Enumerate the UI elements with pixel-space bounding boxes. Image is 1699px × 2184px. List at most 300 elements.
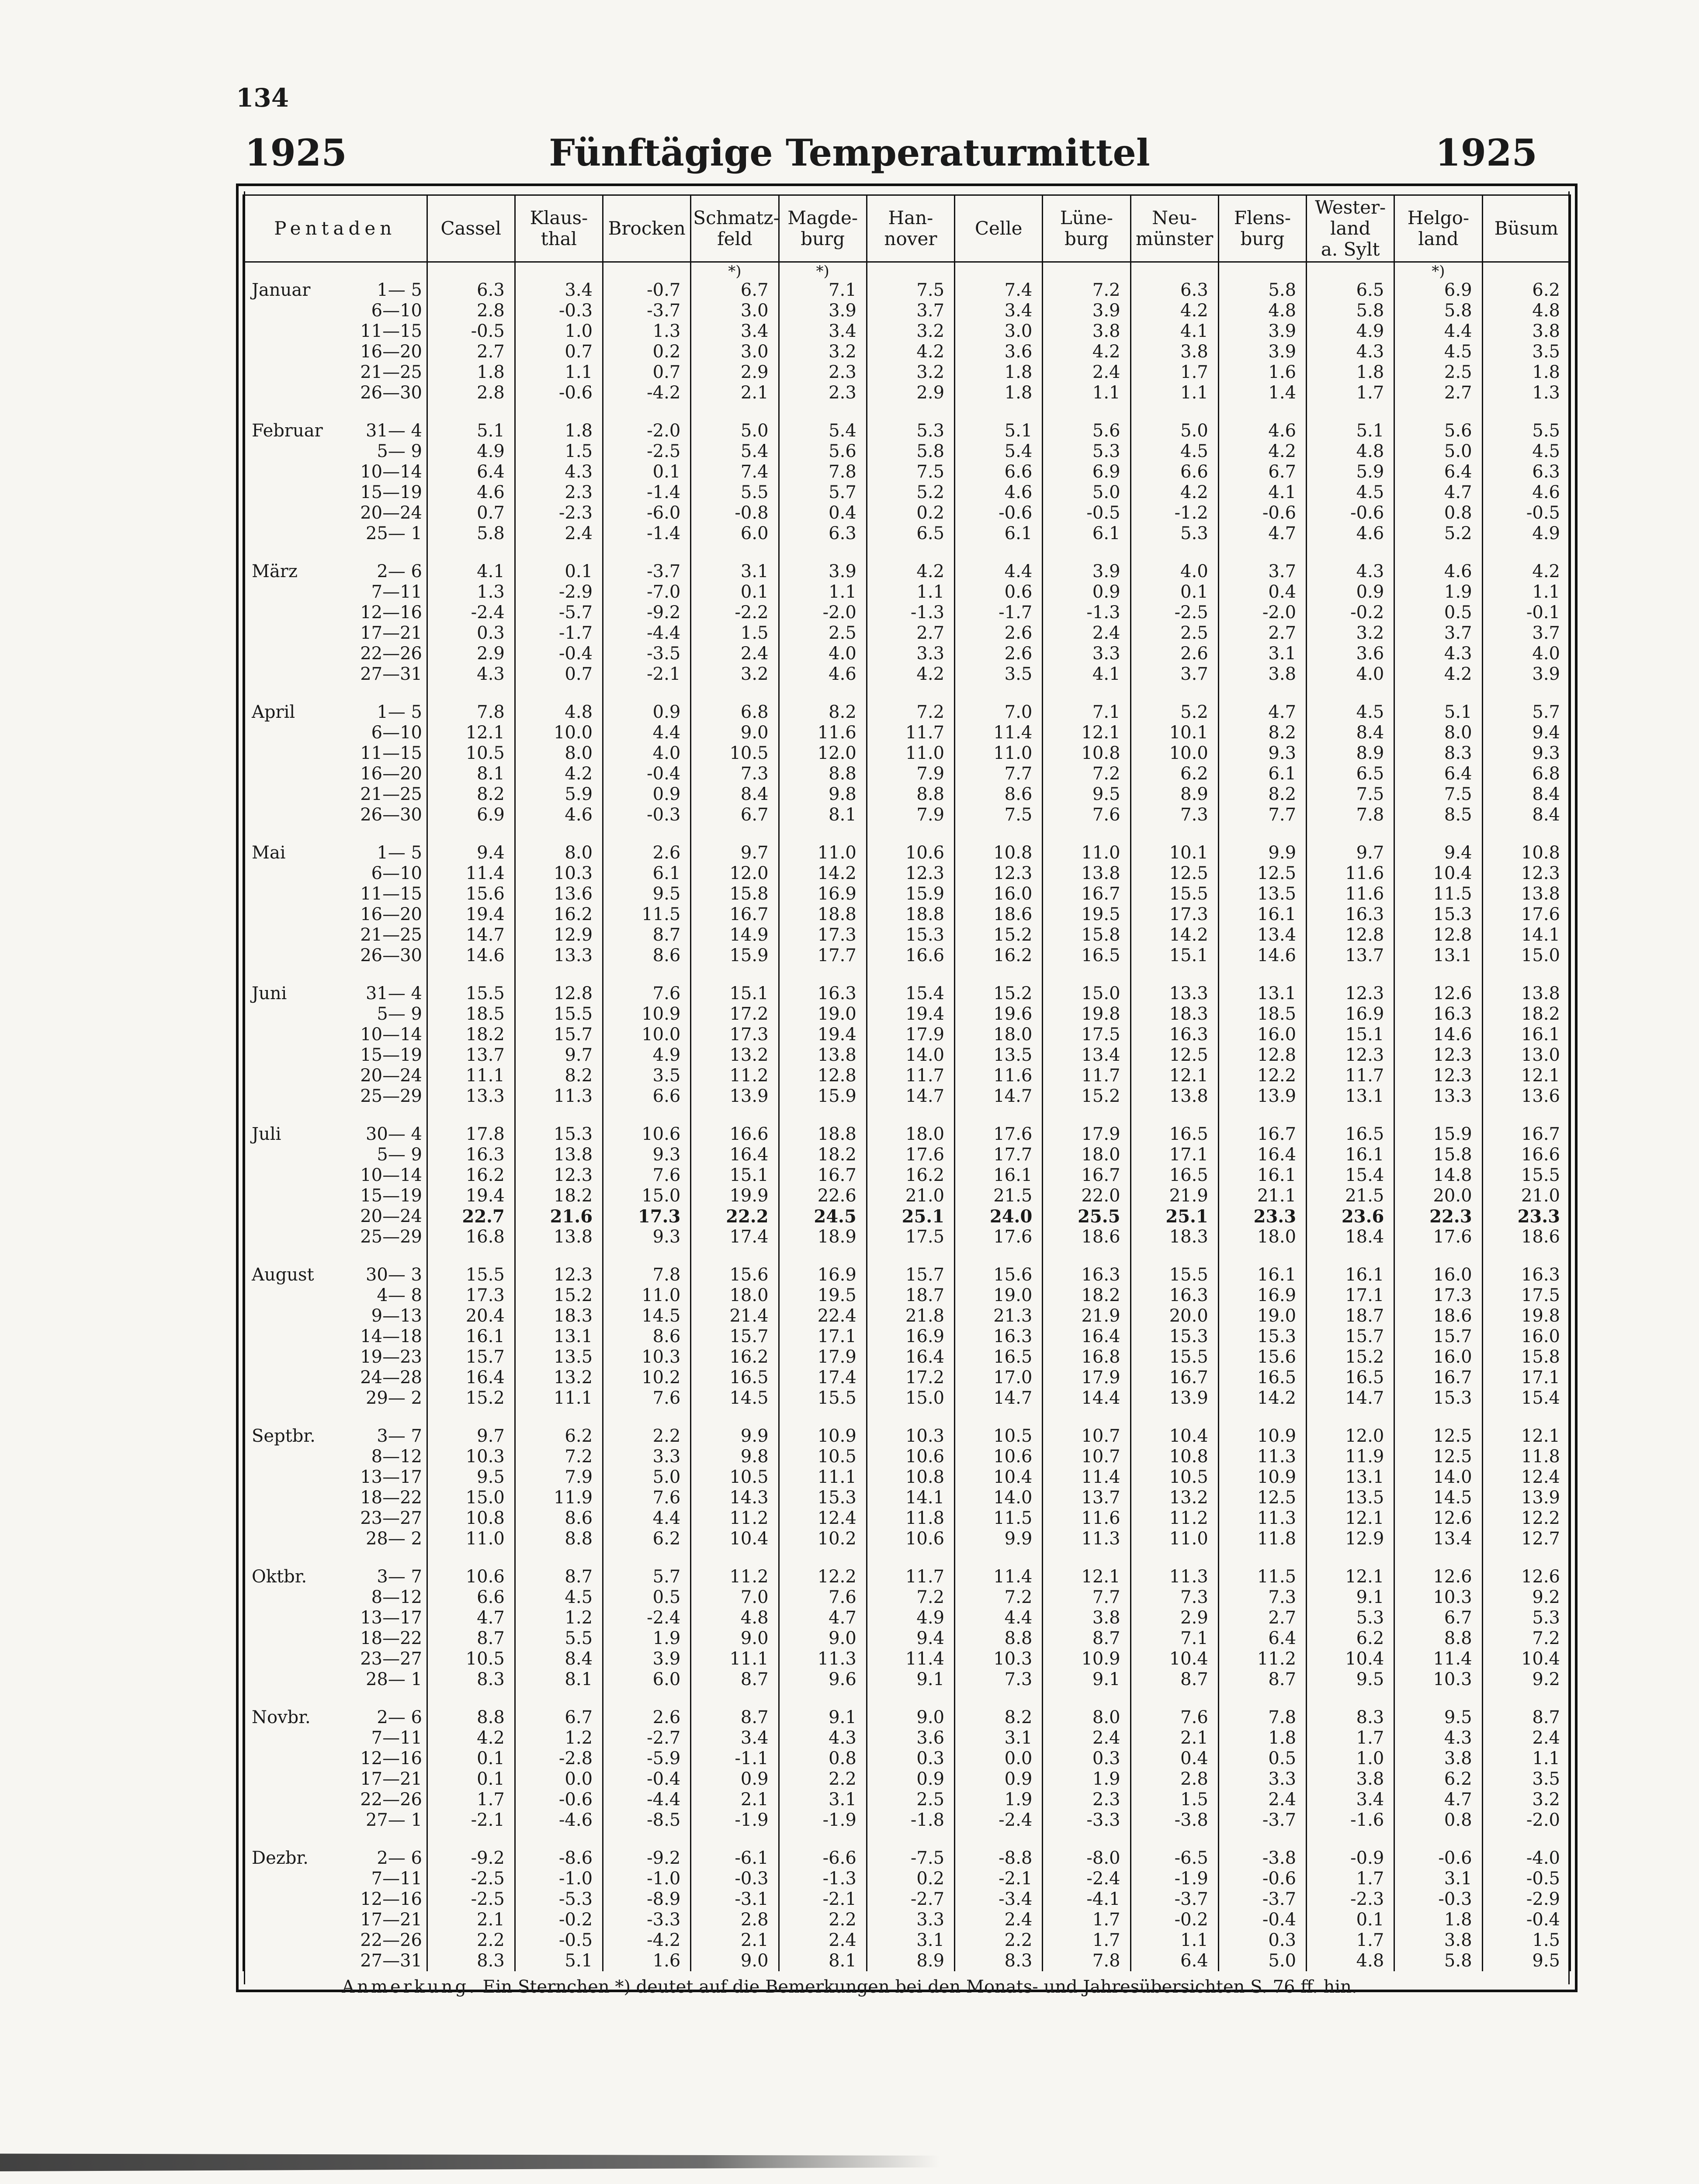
pentade-range: 5— 9 [377, 1145, 422, 1165]
temperature-value: 10.0 [603, 1025, 691, 1045]
column-header-station: Schmatz- feld [691, 195, 779, 262]
temperature-value: 13.6 [1482, 1086, 1570, 1107]
temperature-value: -2.7 [603, 1728, 691, 1748]
temperature-value: 5.4 [955, 441, 1043, 462]
temperature-value: 20.4 [427, 1306, 515, 1326]
temperature-value: 4.2 [867, 664, 954, 685]
temperature-value: 4.1 [1130, 321, 1218, 342]
table-row [243, 1306, 1571, 1326]
temperature-value: 2.4 [691, 644, 779, 664]
temperature-value: 2.1 [1130, 1728, 1218, 1748]
temperature-value: 5.3 [1130, 523, 1218, 544]
temperature-value: 22.0 [1043, 1186, 1130, 1206]
temperature-value: 12.4 [779, 1508, 867, 1529]
pentade-label [243, 1707, 427, 1728]
pentade-range: 26—30 [360, 383, 422, 403]
temperature-value: 15.7 [1394, 1326, 1482, 1347]
table-row [243, 784, 1571, 805]
pentade-label [243, 1869, 427, 1889]
temperature-value: 6.9 [1394, 280, 1482, 301]
pentade-label [243, 582, 427, 602]
temperature-value: -2.0 [779, 602, 867, 623]
temperature-value: 9.0 [691, 1628, 779, 1649]
temperature-value: 7.9 [515, 1467, 603, 1488]
temperature-value: 3.1 [1218, 644, 1306, 664]
temperature-value: -5.7 [515, 602, 603, 623]
temperature-value: 14.7 [1307, 1388, 1394, 1409]
temperature-value: 4.0 [1482, 644, 1570, 664]
footnote-marker: *) [1394, 262, 1482, 280]
temperature-value: 2.4 [515, 523, 603, 544]
pentade-range: 16—20 [360, 764, 422, 784]
temperature-value: 8.8 [955, 1628, 1043, 1649]
month-name: Septbr. [252, 1426, 316, 1446]
temperature-value: 19.5 [1043, 904, 1130, 925]
temperature-value: 2.9 [427, 644, 515, 664]
temperature-value: 1.9 [1394, 582, 1482, 602]
footnote-marker: *) [779, 262, 867, 280]
pentade-range: 10—14 [360, 1025, 422, 1045]
temperature-value: 12.5 [1218, 863, 1306, 884]
temperature-value: -2.4 [603, 1608, 691, 1628]
pentade-range: 15—19 [360, 482, 422, 502]
pentade-range: 8—12 [371, 1587, 422, 1607]
temperature-value: 18.2 [515, 1186, 603, 1206]
temperature-value: 11.1 [515, 1388, 603, 1409]
temperature-value: 1.3 [603, 321, 691, 342]
temperature-value: 16.3 [1130, 1025, 1218, 1045]
temperature-value: 2.1 [691, 1930, 779, 1951]
temperature-value: 13.7 [1043, 1488, 1130, 1508]
pentade-range: 17—21 [360, 623, 422, 643]
temperature-value: 8.4 [1482, 784, 1570, 805]
temperature-value: 6.3 [1130, 280, 1218, 301]
temperature-value: 1.8 [1218, 1728, 1306, 1748]
temperature-value: -0.6 [515, 383, 603, 403]
pentade-label [243, 1951, 427, 1971]
temperature-value: 16.4 [867, 1347, 954, 1367]
temperature-value: 13.8 [515, 1227, 603, 1247]
pentade-range: 13—17 [360, 1467, 422, 1487]
temperature-value: 3.4 [515, 280, 603, 301]
temperature-value: 3.9 [603, 1649, 691, 1669]
footnote-marker [427, 262, 515, 280]
temperature-value: 14.5 [603, 1306, 691, 1326]
temperature-value: -6.6 [779, 1848, 867, 1869]
temperature-value: 0.9 [603, 702, 691, 723]
temperature-value: 16.2 [515, 904, 603, 925]
temperature-value: 11.1 [779, 1467, 867, 1488]
temperature-value: 3.9 [1482, 664, 1570, 685]
pentade-label [243, 843, 427, 863]
temperature-value: 12.1 [1307, 1567, 1394, 1587]
table-row [243, 1426, 1571, 1447]
temperature-value: 6.2 [1482, 280, 1570, 301]
temperature-value: 4.7 [1218, 702, 1306, 723]
temperature-value: 3.0 [691, 342, 779, 362]
temperature-value: 13.0 [1482, 1045, 1570, 1066]
temperature-value: 18.2 [1482, 1004, 1570, 1025]
temperature-value: -3.7 [1218, 1889, 1306, 1910]
temperature-value: 4.8 [1482, 301, 1570, 321]
temperature-value: 10.5 [691, 1467, 779, 1488]
temperature-value: 6.9 [1043, 462, 1130, 482]
temperature-value: 16.1 [955, 1165, 1043, 1186]
temperature-value: 4.2 [1218, 441, 1306, 462]
pentade-range: 23—27 [360, 1508, 422, 1528]
temperature-value: 7.6 [603, 1388, 691, 1409]
temperature-value: 17.9 [1043, 1124, 1130, 1145]
pentade-range: 26—30 [360, 805, 422, 825]
temperature-value: 7.2 [867, 702, 954, 723]
pentade-label [243, 983, 427, 1004]
pentade-label [243, 362, 427, 383]
temperature-value: 6.4 [1394, 462, 1482, 482]
temperature-value: 11.3 [779, 1649, 867, 1669]
temperature-value: 9.9 [691, 1426, 779, 1447]
temperature-value: 10.0 [1130, 743, 1218, 764]
temperature-value: 6.1 [955, 523, 1043, 544]
temperature-value: 1.4 [1218, 383, 1306, 403]
temperature-value: 17.2 [691, 1004, 779, 1025]
temperature-value: 7.2 [1482, 1628, 1570, 1649]
temperature-value: -2.4 [427, 602, 515, 623]
temperature-value: 15.8 [1043, 925, 1130, 945]
temperature-value: 1.9 [603, 1628, 691, 1649]
temperature-value: 10.5 [427, 743, 515, 764]
temperature-value: 15.8 [1394, 1145, 1482, 1165]
temperature-value: 5.1 [1394, 702, 1482, 723]
temperature-value: 15.5 [779, 1388, 867, 1409]
temperature-value: -1.2 [1130, 503, 1218, 523]
temperature-value: 1.7 [1043, 1910, 1130, 1930]
temperature-value: 17.7 [779, 945, 867, 966]
table-row [243, 1165, 1571, 1186]
temperature-value: 16.9 [867, 1326, 954, 1347]
temperature-value: 25.1 [867, 1206, 954, 1227]
temperature-value: 11.6 [779, 723, 867, 743]
month-separator [243, 1247, 1571, 1265]
temperature-value: 17.6 [955, 1124, 1043, 1145]
pentade-range: 26—30 [360, 945, 422, 966]
temperature-value: -0.9 [1307, 1848, 1394, 1869]
temperature-value: -8.6 [515, 1848, 603, 1869]
temperature-value: 0.2 [603, 342, 691, 362]
temperature-value: 10.6 [867, 1447, 954, 1467]
temperature-value: 5.8 [867, 441, 954, 462]
temperature-value: 1.5 [515, 441, 603, 462]
temperature-value: 16.1 [427, 1326, 515, 1347]
temperature-value: 1.8 [427, 362, 515, 383]
temperature-value: 2.4 [955, 1910, 1043, 1930]
pentade-label [243, 743, 427, 764]
temperature-value: 15.6 [691, 1265, 779, 1285]
temperature-value: 20.0 [1394, 1186, 1482, 1206]
temperature-value: 8.3 [1394, 743, 1482, 764]
temperature-value: 18.3 [1130, 1004, 1218, 1025]
temperature-value: 0.9 [1307, 582, 1394, 602]
temperature-value: 11.7 [867, 723, 954, 743]
temperature-value: 19.4 [867, 1004, 954, 1025]
temperature-value: 9.3 [603, 1227, 691, 1247]
temperature-value: 6.4 [1130, 1951, 1218, 1971]
table-row [243, 301, 1571, 321]
temperature-value: 1.1 [1130, 1930, 1218, 1951]
pentade-label [243, 1124, 427, 1145]
temperature-value: 22.3 [1394, 1206, 1482, 1227]
temperature-value: 1.7 [1307, 1930, 1394, 1951]
temperature-value: 9.6 [779, 1669, 867, 1690]
temperature-value: 3.8 [1130, 342, 1218, 362]
temperature-value: 11.5 [603, 904, 691, 925]
temperature-value: 11.5 [1394, 884, 1482, 904]
temperature-value: 11.5 [955, 1508, 1043, 1529]
temperature-value: 12.1 [1043, 1567, 1130, 1587]
temperature-value: 3.8 [1394, 1930, 1482, 1951]
temperature-value: 4.7 [1218, 523, 1306, 544]
temperature-value: 11.0 [603, 1285, 691, 1306]
temperature-value: 18.0 [867, 1124, 954, 1145]
temperature-value: 11.2 [1130, 1508, 1218, 1529]
temperature-value: 1.9 [955, 1789, 1043, 1810]
pentade-range: 16—20 [360, 342, 422, 362]
page-number: 134 [236, 83, 289, 113]
temperature-value: -3.5 [603, 644, 691, 664]
temperature-value: 10.4 [1307, 1649, 1394, 1669]
temperature-value: 8.5 [1394, 805, 1482, 825]
temperature-value: 4.2 [1130, 301, 1218, 321]
pentade-label [243, 764, 427, 784]
temperature-value: 7.4 [691, 462, 779, 482]
temperature-value: 15.8 [691, 884, 779, 904]
temperature-value: 15.9 [779, 1086, 867, 1107]
temperature-value: 12.6 [1394, 983, 1482, 1004]
table-row [243, 1025, 1571, 1045]
temperature-value: 10.5 [955, 1426, 1043, 1447]
temperature-value: 16.7 [779, 1165, 867, 1186]
temperature-value: 13.7 [427, 1045, 515, 1066]
temperature-value: 7.3 [1218, 1587, 1306, 1608]
temperature-value: -5.9 [603, 1748, 691, 1769]
temperature-value: 1.0 [1307, 1748, 1394, 1769]
temperature-value: 5.1 [1307, 421, 1394, 441]
temperature-value: 0.9 [955, 1769, 1043, 1789]
temperature-value: 6.2 [1394, 1769, 1482, 1789]
pentade-label [243, 1848, 427, 1869]
temperature-value: 10.6 [867, 843, 954, 863]
temperature-value: 12.1 [1043, 723, 1130, 743]
temperature-value: -6.1 [691, 1848, 779, 1869]
pentade-range: 12—16 [360, 1889, 422, 1909]
temperature-value: -2.5 [603, 441, 691, 462]
temperature-value: -4.1 [1043, 1889, 1130, 1910]
temperature-value: 1.7 [427, 1789, 515, 1810]
temperature-value: 4.9 [427, 441, 515, 462]
temperature-value: 6.8 [1482, 764, 1570, 784]
temperature-value: 6.3 [1482, 462, 1570, 482]
temperature-value: 5.9 [515, 784, 603, 805]
temperature-value: 18.7 [867, 1285, 954, 1306]
temperature-value: 15.5 [427, 1265, 515, 1285]
temperature-value: 16.7 [1130, 1367, 1218, 1388]
temperature-value: 7.8 [779, 462, 867, 482]
temperature-value: -4.4 [603, 1789, 691, 1810]
temperature-value: 18.6 [1043, 1227, 1130, 1247]
temperature-value: 4.6 [515, 805, 603, 825]
temperature-value: 15.5 [1482, 1165, 1570, 1186]
temperature-value: 12.2 [1218, 1066, 1306, 1086]
temperature-value: 0.7 [515, 664, 603, 685]
pentade-range: 25—29 [360, 1227, 422, 1247]
pentade-label [243, 1789, 427, 1810]
temperature-value: 14.5 [1394, 1488, 1482, 1508]
temperature-value: 7.7 [1218, 805, 1306, 825]
temperature-value: 9.3 [1482, 743, 1570, 764]
temperature-value: 18.8 [779, 1124, 867, 1145]
table-row [243, 1728, 1571, 1748]
temperature-value: 1.7 [1307, 1869, 1394, 1889]
temperature-value: 15.3 [1394, 904, 1482, 925]
temperature-value: 1.5 [1130, 1789, 1218, 1810]
temperature-value: 10.9 [603, 1004, 691, 1025]
temperature-value: 12.3 [867, 863, 954, 884]
temperature-value: 16.1 [1307, 1145, 1394, 1165]
temperature-value: 10.4 [955, 1467, 1043, 1488]
temperature-value: 2.9 [867, 383, 954, 403]
temperature-value: 6.9 [427, 805, 515, 825]
pentade-range: 12—16 [360, 1748, 422, 1769]
temperature-value: 6.5 [1307, 764, 1394, 784]
temperature-value: 3.6 [1307, 644, 1394, 664]
pentade-range: 23—27 [360, 1649, 422, 1669]
temperature-value: 0.5 [1218, 1748, 1306, 1769]
temperature-value: 18.6 [955, 904, 1043, 925]
temperature-value: 10.4 [1482, 1649, 1570, 1669]
temperature-value: 19.4 [427, 1186, 515, 1206]
temperature-value: 7.6 [603, 1488, 691, 1508]
temperature-value: 7.8 [1307, 805, 1394, 825]
temperature-value: -1.6 [1307, 1810, 1394, 1831]
pentade-label [243, 1265, 427, 1285]
table-row [243, 1367, 1571, 1388]
temperature-value: -0.5 [515, 1930, 603, 1951]
temperature-value: 15.3 [779, 1488, 867, 1508]
table-row [243, 743, 1571, 764]
pentade-range: 6—10 [371, 301, 422, 321]
temperature-value: 7.8 [1043, 1951, 1130, 1971]
temperature-value: 13.8 [1043, 863, 1130, 884]
temperature-value: -0.3 [1394, 1889, 1482, 1910]
pentade-range: 9—13 [371, 1306, 422, 1326]
temperature-value: 10.5 [1130, 1467, 1218, 1488]
temperature-value: 18.0 [1043, 1145, 1130, 1165]
pentade-label [243, 301, 427, 321]
temperature-value: -2.3 [1307, 1889, 1394, 1910]
month-separator [243, 685, 1571, 702]
temperature-value: 7.6 [1130, 1707, 1218, 1728]
temperature-value: 7.3 [1130, 1587, 1218, 1608]
temperature-value: 4.3 [1394, 1728, 1482, 1748]
temperature-value: 6.7 [1218, 462, 1306, 482]
temperature-value: -0.2 [515, 1910, 603, 1930]
temperature-value: 4.6 [427, 482, 515, 503]
temperature-value: -1.3 [779, 1869, 867, 1889]
pentade-range: 13—17 [360, 1608, 422, 1628]
temperature-value: 2.8 [1130, 1769, 1218, 1789]
temperature-value: 2.4 [1043, 362, 1130, 383]
temperature-value: 15.3 [515, 1124, 603, 1145]
temperature-value: 5.0 [1218, 1951, 1306, 1971]
pentade-label [243, 421, 427, 441]
temperature-value: 5.1 [427, 421, 515, 441]
temperature-value: -0.6 [1218, 1869, 1306, 1889]
temperature-value: 4.7 [1394, 482, 1482, 503]
temperature-value: 16.5 [1218, 1367, 1306, 1388]
table-row [243, 1326, 1571, 1347]
temperature-value: 15.9 [867, 884, 954, 904]
temperature-value: 3.1 [1394, 1869, 1482, 1889]
table-row [243, 1848, 1571, 1869]
table-row [243, 1066, 1571, 1086]
temperature-value: 16.5 [1130, 1124, 1218, 1145]
temperature-value: 17.6 [867, 1145, 954, 1165]
temperature-value: -8.5 [603, 1810, 691, 1831]
temperature-value: 3.8 [1482, 321, 1570, 342]
temperature-value: 0.1 [427, 1769, 515, 1789]
temperature-value: 8.3 [427, 1669, 515, 1690]
temperature-value: 10.6 [603, 1124, 691, 1145]
pentade-label [243, 1567, 427, 1587]
temperature-value: 18.8 [867, 904, 954, 925]
temperature-value: 15.2 [515, 1285, 603, 1306]
table-row [243, 1265, 1571, 1285]
temperature-value: 21.8 [867, 1306, 954, 1326]
temperature-value: 10.3 [1394, 1669, 1482, 1690]
temperature-value: 11.3 [515, 1086, 603, 1107]
temperature-value: 10.8 [1482, 843, 1570, 863]
table-row [243, 1707, 1571, 1728]
temperature-value: 1.2 [515, 1728, 603, 1748]
pentade-label [243, 805, 427, 825]
temperature-value: -0.3 [603, 805, 691, 825]
temperature-value: 16.3 [779, 983, 867, 1004]
temperature-value: -0.3 [691, 1869, 779, 1889]
temperature-value: 8.3 [955, 1951, 1043, 1971]
temperature-value: -0.4 [1482, 1910, 1570, 1930]
temperature-value: 17.6 [1394, 1227, 1482, 1247]
temperature-value: 12.2 [1482, 1508, 1570, 1529]
temperature-value: 11.0 [1043, 843, 1130, 863]
temperature-value: 9.5 [603, 884, 691, 904]
pentade-range: 7—11 [371, 582, 422, 602]
temperature-value: 6.7 [691, 805, 779, 825]
temperature-value: 12.3 [515, 1165, 603, 1186]
temperature-value: 12.3 [515, 1265, 603, 1285]
temperature-value: 2.8 [427, 383, 515, 403]
temperature-value: 15.3 [1218, 1326, 1306, 1347]
temperature-value: 1.8 [955, 383, 1043, 403]
table-row [243, 1145, 1571, 1165]
temperature-value: 13.5 [1307, 1488, 1394, 1508]
temperature-value: 12.1 [1482, 1066, 1570, 1086]
temperature-value: 9.0 [779, 1628, 867, 1649]
temperature-value: 16.5 [1043, 945, 1130, 966]
pentade-label [243, 1508, 427, 1529]
temperature-value: 14.8 [1394, 1165, 1482, 1186]
temperature-value: 8.7 [691, 1707, 779, 1728]
temperature-value: 4.7 [779, 1608, 867, 1628]
month-name: Februar [252, 421, 323, 441]
